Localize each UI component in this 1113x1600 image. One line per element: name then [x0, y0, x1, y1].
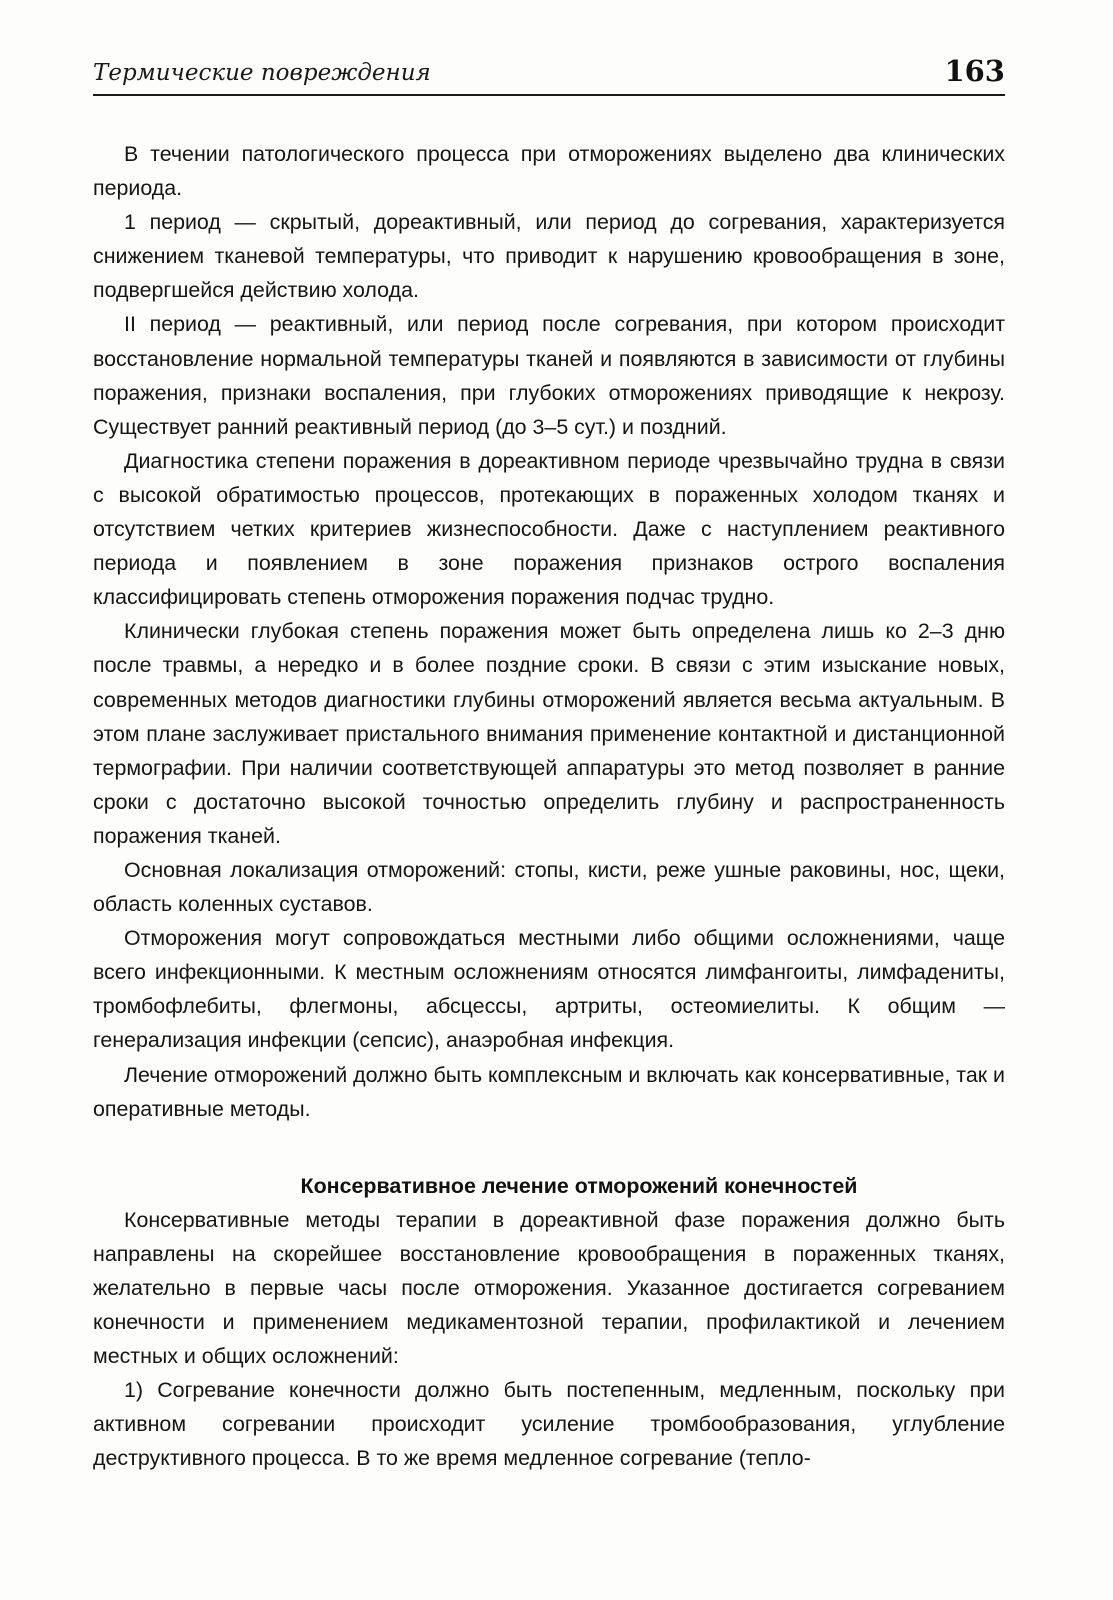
paragraph: II период — реактивный, или период после согревания, при котором происходит восстановление нормальной температуры тканей и появляются в зависимости от глубины поражения, признаки воспаления, при глубоких отморожениях приводящие к некрозу. Существует ранний реактивный период (до 3–5 сут.) и поздний. [93, 312, 1005, 439]
paragraph: Диагностика степени поражения в дореактивном периоде чрезвычайно трудна в связи с высокой обратимостью процессов, протекающих в пораженных холодом тканях и отсутствием четких критериев жизнеспособности. Даже с наступлением реактивного периода и появлением в зоне поражения признаков острого воспаления классифицировать степень отморожения поражения подчас трудно. [93, 448, 1005, 610]
body-text [93, 137, 1005, 1475]
paragraph: 1 период — скрытый, дореактивный, или период до согревания, характеризуется снижением тканевой температуры, что приводит к нарушению кровообращения в зоне, подвергшейся действию холода. [93, 210, 1005, 303]
running-header [93, 48, 1005, 96]
paragraph: Клинически глубокая степень поражения может быть определена лишь ко 2–3 дню после травмы, а нередко и в более поздние сроки. В связи с этим изыскание новых, современных методов диагностики глубины отморожений является весьма актуальным. В этом плане заслуживает пристального внимания применение контактной и дистанционной термографии. При наличии соответствующей аппаратуры это метод позволяет в ранние сроки с достаточно высокой точностью определить глубину и распространенность поражения тканей. [93, 619, 1005, 848]
paragraph: В течении патологического процесса при отморожениях выделено два клинических периода. [93, 142, 1005, 201]
section-heading: Консервативное лечение отморожений конечностей [300, 1173, 858, 1198]
running-header-title: Термические повреждения [93, 60, 431, 86]
paragraph: Консервативные методы терапии в дореактивной фазе поражения должно быть направлены на скорейшее восстановление кровообращения в пораженных тканях, желательно в первые часы после отморожения. Указанное достигается согреванием конечности и применением медикаментозной терапии, профилактикой и лечением местных и общих осложнений: [93, 1207, 1005, 1369]
paragraph: Основная локализация отморожений: стопы, кисти, реже ушные раковины, нос, щеки, область коленных суставов. [93, 857, 1005, 917]
paragraph: 1) Согревание конечности должно быть постепенным, медленным, поскольку при активном согревании происходит усиление тромбообразования, углубление деструктивного процесса. В то же время медленное согревание (тепло- [93, 1378, 1005, 1471]
page-number: 163 [944, 54, 1005, 88]
paragraph: Лечение отморожений должно быть комплексным и включать как консервативные, так и оперативные методы. [93, 1062, 1005, 1121]
paragraph: Отморожения могут сопровождаться местными либо общими осложнениями, чаще всего инфекционными. К местным осложнениям относятся лимфангоиты, лимфадениты, тромбофлебиты, флегмоны, абсцессы, артриты, остеомиелиты. К общим — генерализация инфекции (сепсис), анаэробная инфекция. [93, 926, 1005, 1053]
